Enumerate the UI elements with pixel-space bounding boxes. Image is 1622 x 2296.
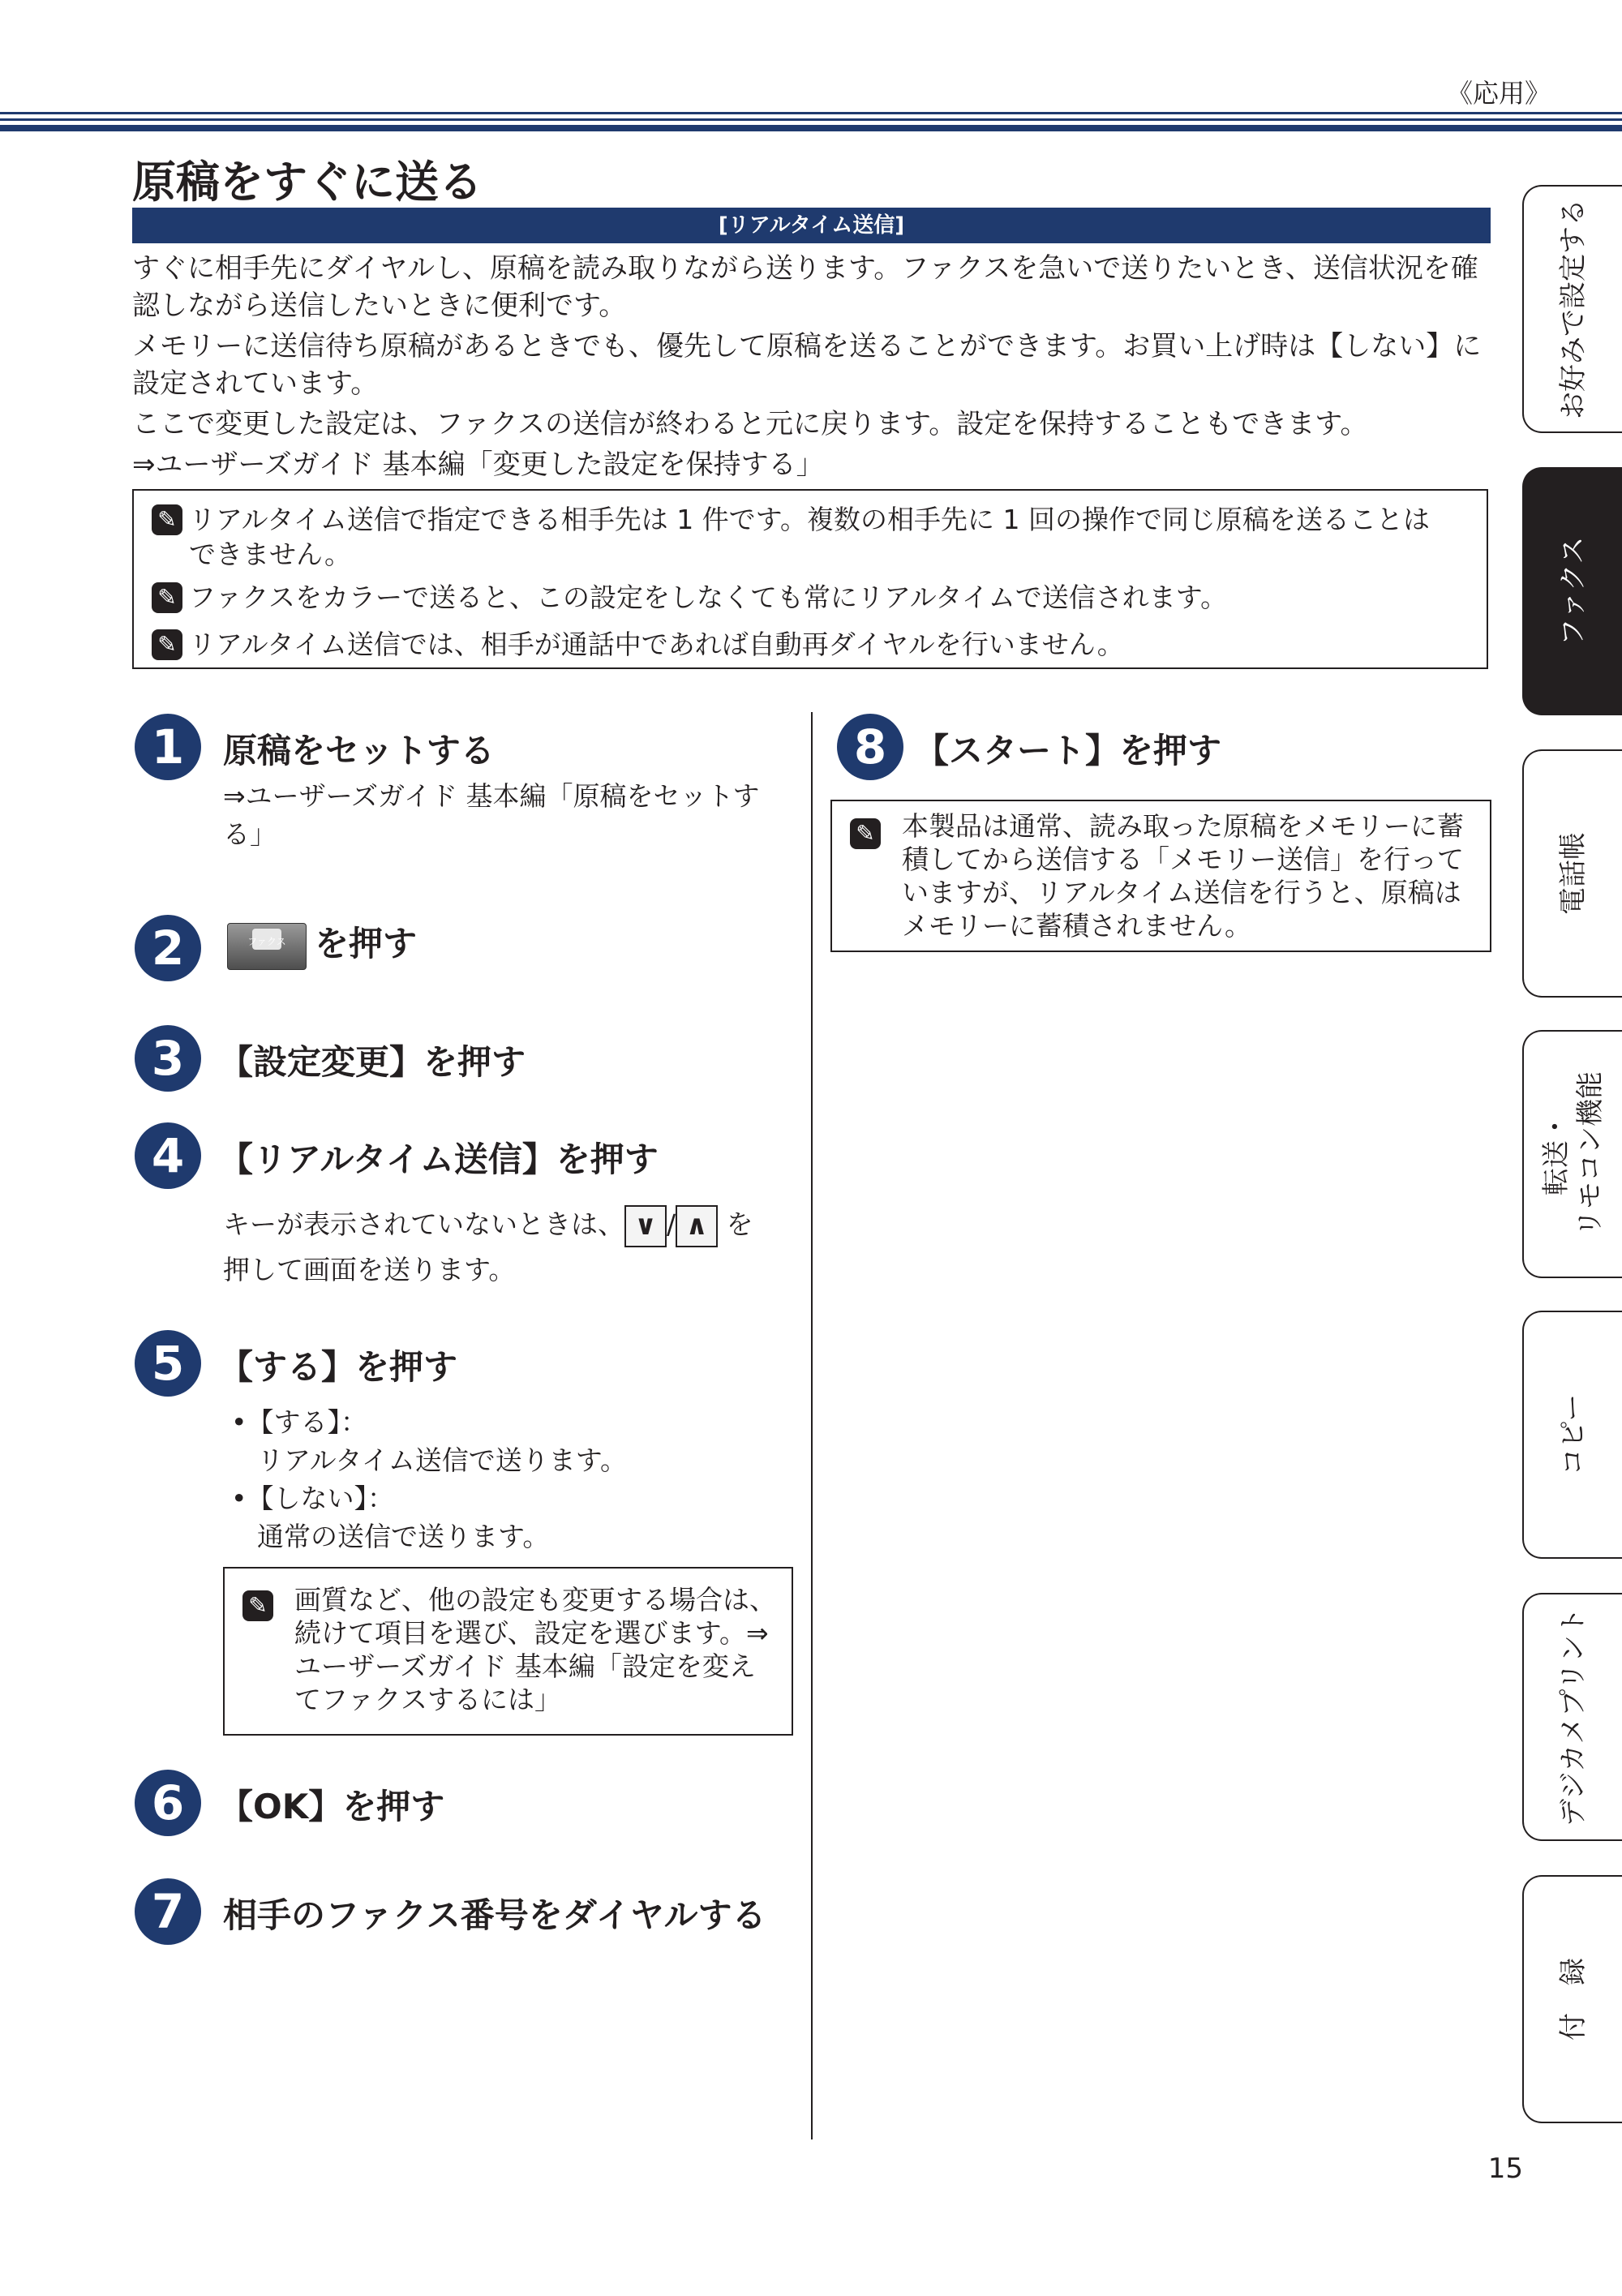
intro-paragraph: すぐに相手先にダイヤルし、原稿を読み取りながら送ります。ファクスを急いで送りたいとき、送信状況を確認しながら送信したいときに便利です。 <box>132 252 1478 322</box>
note-text: リアルタイム送信では、相手が通話中であれば自動再ダイヤルを行いません。 <box>189 629 1124 660</box>
step-body-text: を <box>726 1208 753 1240</box>
step-number: 5 <box>135 1330 201 1397</box>
step-number: 1 <box>135 714 201 780</box>
chevron-up-icon[interactable]: ∧ <box>676 1205 718 1247</box>
option-list <box>231 1403 799 1556</box>
page-title: 原稿をすぐに送る <box>132 157 483 208</box>
tab-fax[interactable] <box>1522 467 1622 715</box>
step-title: 【スタート】を押す <box>915 731 1222 770</box>
tab-label: 転送・ リモコン機能 <box>1539 1071 1607 1237</box>
note-item <box>152 502 1465 572</box>
tab-label: 付 録 <box>1556 1958 1590 2041</box>
notes-box <box>132 489 1488 669</box>
intro-paragraph: ここで変更した設定は、ファクスの送信が終わると元に戻ります。設定を保持することもできます。 <box>132 408 1368 440</box>
tab-label: コピー <box>1556 1393 1590 1476</box>
step-number: 4 <box>135 1122 201 1189</box>
step-number: 3 <box>135 1025 201 1092</box>
step-title: 【リアルタイム送信】を押す <box>219 1139 659 1179</box>
subtitle-bar: [リアルタイム送信] <box>132 208 1491 243</box>
step-title-text: を押す <box>315 924 418 963</box>
note-item <box>152 580 1227 615</box>
option-description: 通常の送信で送ります。 <box>257 1521 550 1552</box>
tab-forwarding[interactable] <box>1522 1030 1622 1278</box>
step-number: 8 <box>837 714 903 780</box>
tab-appendix[interactable] <box>1522 1875 1622 2123</box>
fax-key-label: ファクス <box>247 935 286 947</box>
option-label: •【しない】： <box>231 1483 394 1514</box>
memo-icon: ✎ <box>152 504 182 535</box>
step-number: 6 <box>135 1770 201 1836</box>
tab-label: デジカメプリント <box>1556 1607 1590 1826</box>
step-body <box>223 1202 807 1293</box>
section-label: 《応用》 <box>1446 78 1551 109</box>
column-divider <box>811 712 813 2139</box>
note-text: ファクスをカラーで送ると、この設定をしなくても常にリアルタイムで送信されます。 <box>189 582 1228 613</box>
step-number: 7 <box>135 1878 201 1945</box>
step-note-box <box>223 1567 793 1736</box>
fax-key-icon[interactable] <box>227 923 307 970</box>
option-label: •【する】： <box>231 1406 367 1438</box>
note-text: 画質など、他の設定も変更する場合は、続けて項目を選び、設定を選びます。⇒ユーザーズガイド 基本編「設定を変えてファクスするには」 <box>294 1584 776 1715</box>
separator: / <box>667 1208 676 1240</box>
intro-paragraph: メモリーに送信待ち原稿があるときでも、優先して原稿を送ることができます。お買い上げ時は【しない】に設定されています。 <box>132 330 1482 400</box>
header-rule <box>0 112 1622 114</box>
header-rule <box>0 118 1622 121</box>
tab-phonebook[interactable] <box>1522 749 1622 998</box>
option-description: リアルタイム送信で送ります。 <box>257 1444 628 1476</box>
tab-preferences[interactable] <box>1522 185 1622 433</box>
step-title: 相手のファクス番号をダイヤルする <box>223 1895 766 1935</box>
step-title: 【設定変更】を押す <box>219 1042 526 1082</box>
tab-photo-print[interactable] <box>1522 1593 1622 1841</box>
step-body-text: キーが表示されていないときは、 <box>223 1208 624 1240</box>
chevron-down-icon[interactable]: ∨ <box>624 1205 667 1247</box>
step-number: 2 <box>135 915 201 981</box>
tab-copy[interactable] <box>1522 1311 1622 1559</box>
step-title: 原稿をセットする <box>223 731 495 770</box>
note-text: リアルタイム送信で指定できる相手先は 1 件です。複数の相手先に 1 回の操作で同じ原稿を送ることはできません。 <box>189 504 1431 570</box>
intro-reference-link[interactable]: ⇒ユーザーズガイド 基本編「変更した設定を保持する」 <box>132 448 824 481</box>
memo-icon: ✎ <box>152 629 182 660</box>
step-body-text: 押して画面を送ります。 <box>223 1254 516 1285</box>
page-number: 15 <box>1487 2152 1523 2185</box>
step-title: 【する】を押す <box>219 1347 458 1387</box>
intro-text <box>132 250 1495 487</box>
step-title <box>227 918 417 970</box>
tab-label: お好みで設定する <box>1556 199 1590 419</box>
memo-icon: ✎ <box>850 818 881 849</box>
memo-icon: ✎ <box>242 1590 273 1621</box>
step-note-box <box>830 800 1491 952</box>
tab-label: 電話帳 <box>1556 832 1590 915</box>
step-title: 【OK】を押す <box>219 1787 445 1826</box>
memo-icon: ✎ <box>152 582 182 613</box>
step-reference-link[interactable]: ⇒ユーザーズガイド 基本編「原稿をセットする」 <box>223 780 760 850</box>
tab-label: ファクス <box>1556 536 1590 646</box>
header-rule <box>0 125 1622 131</box>
note-item <box>152 627 1124 662</box>
note-text: 本製品は通常、読み取った原稿をメモリーに蓄積してから送信する「メモリー送信」を行っていますが、リアルタイム送信を行うと、原稿はメモリーに蓄積されません。 <box>902 810 1464 942</box>
